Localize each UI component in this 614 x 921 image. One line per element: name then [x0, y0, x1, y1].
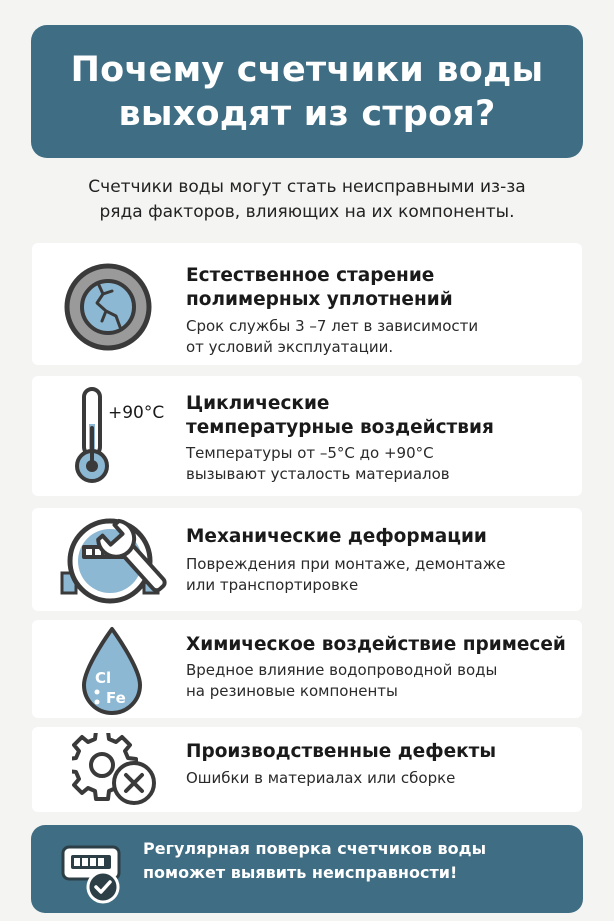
gear-error-icon [72, 733, 162, 809]
cause-desc-line2: или транспортировке [186, 576, 359, 594]
cause-card-defects [32, 727, 582, 812]
meter-check-icon [59, 839, 131, 905]
chlorine-label: Cl [95, 669, 112, 687]
cause-card-chemical [32, 620, 582, 718]
cause-desc-line2: вызывают усталость материалов [186, 465, 450, 483]
cause-title-line2: полимерных уплотнений [186, 289, 453, 310]
cause-card-aging [32, 243, 582, 365]
cause-description: Ошибки в материалах или сборке [186, 769, 456, 787]
meter-wrench-icon [56, 513, 180, 607]
cracked-seal-icon [62, 261, 154, 353]
cause-title: Производственные дефекты [186, 741, 497, 762]
cause-card-mechanical [32, 508, 582, 611]
cause-description [186, 316, 478, 358]
cause-title: Механические деформации [186, 526, 487, 547]
cause-description [186, 660, 497, 702]
cause-desc-line2: от условий эксплуатации. [186, 338, 394, 356]
cause-desc-line1: Температуры от –5°C до +90°C [186, 444, 434, 462]
cause-desc-line1: Повреждения при монтаже, демонтаже [186, 555, 506, 573]
cause-description [186, 554, 505, 596]
cause-description [186, 443, 450, 485]
page-title [71, 48, 544, 136]
cause-title: Химическое воздействие примесей [186, 634, 566, 655]
footer-message [143, 837, 543, 885]
cause-title-line2: температурные воздействия [186, 417, 494, 438]
cause-title [186, 392, 494, 440]
cause-title [186, 264, 453, 312]
page-title-line2: выходят из строя? [118, 93, 496, 134]
temperature-label: +90°C [108, 403, 165, 423]
title-banner [31, 25, 583, 158]
footer-banner [31, 825, 583, 913]
iron-label: Fe [106, 689, 126, 707]
cause-desc-line2: на резиновые компоненты [186, 682, 398, 700]
cause-desc-line1: Срок службы 3 –7 лет в зависимости [186, 317, 479, 335]
cause-card-temperature [32, 376, 582, 496]
cause-desc-line1: Вредное влияние водопроводной воды [186, 661, 498, 679]
cause-title-line1: Естественное старение [186, 265, 435, 286]
footer-line1: Регулярная поверка счетчиков воды [143, 839, 487, 858]
footer-line2: поможет выявить неисправности! [143, 863, 458, 882]
intro-line1: Счетчики воды могут стать неисправными из-за [88, 177, 526, 197]
cause-title-line1: Циклические [186, 393, 330, 414]
page-title-line1: Почему счетчики воды [70, 49, 544, 90]
water-drop-icon [78, 625, 146, 717]
intro-line2: ряда факторов, влияющих на их компоненты. [99, 202, 515, 222]
intro-text [20, 175, 594, 225]
thermometer-icon [72, 386, 112, 486]
